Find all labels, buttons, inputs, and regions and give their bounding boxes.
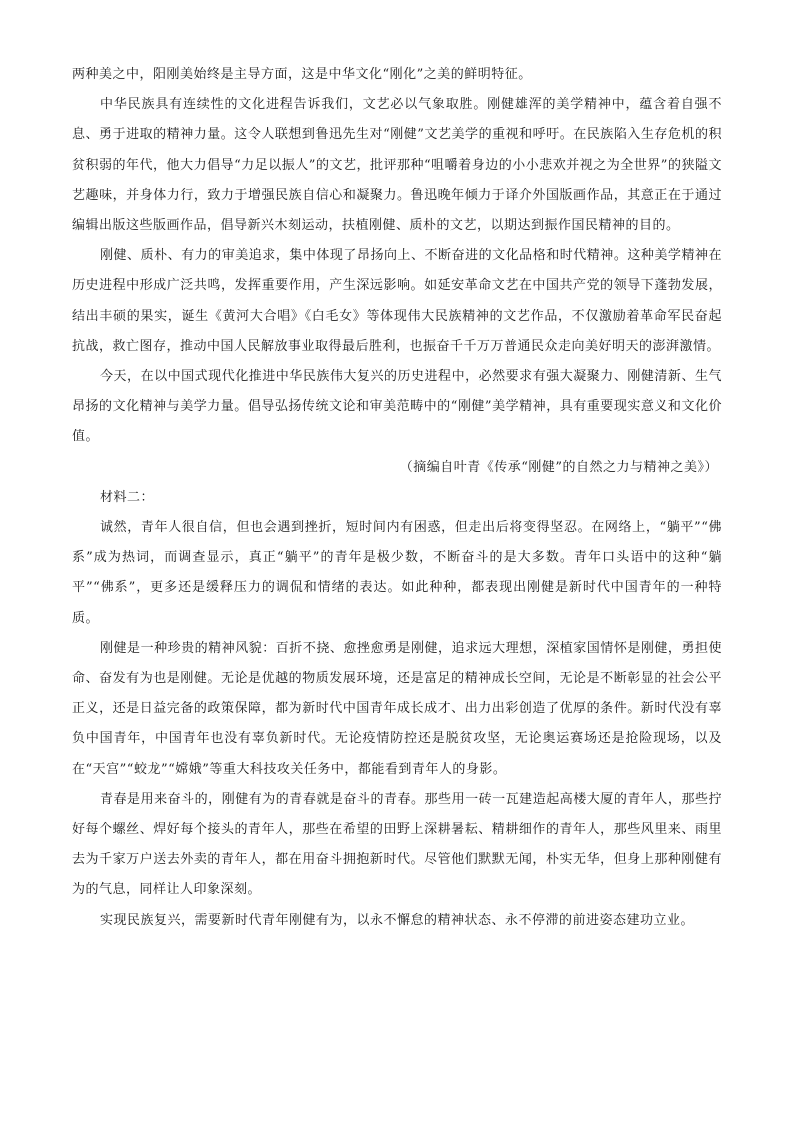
paragraph-3: 刚健、质朴、有力的审美追求，集中体现了昂扬向上、不断奋进的文化品格和时代精神。这种美学精神在历史进程中形成广泛共鸣，发挥重要作用，产生深远影响。如延安革命文艺在中国共产党的领导下蓬勃发展，结出丰硕的果实，诞生《黄河大合唱》《白毛女》等体现伟大民族精神的文艺作品，不仅激励着革命军民奋起抗战，救亡图存，推动中国人民解放事业取得最后胜利，也振奋千千万万普通民众走向美好明天的澎湃激情。 [72, 248, 722, 354]
paragraph-8: 实现民族复兴，需要新时代青年刚健有为，以永不懈怠的精神状态、永不停滞的前进姿态建功立业。 [100, 912, 695, 928]
document-page [72, 60, 722, 936]
material-two-label: 材料二： [100, 489, 155, 505]
paragraph-4: 今天，在以中国式现代化推进中华民族伟大复兴的历史进程中，必然要求有强大凝聚力、刚健清新、生气昂扬的文化精神与美学力量。倡导弘扬传统文论和审美范畴中的“刚健”美学精神，具有重要现实意义和文化价值。 [72, 369, 722, 445]
paragraph-2: 中华民族具有连续性的文化进程告诉我们，文艺必以气象取胜。刚健雄浑的美学精神中，蕴含着自强不息、勇于进取的精神力量。这令人联想到鲁迅先生对“刚健”文艺美学的重视和呼吁。在民族陷入生存危机的积贫积弱的年代，他大力倡导“力足以振人”的文艺，批评那种“咀嚼着身边的小小悲欢并视之为全世界”的狭隘文艺趣味，并身体力行，致力于增强民族自信心和凝聚力。鲁迅晚年倾力于译介外国版画作品，其意正在于通过编辑出版这些版画作品，倡导新兴木刻运动，扶植刚健、质朴的文艺，以期达到振作国民精神的目的。 [72, 97, 722, 234]
paragraph-1: 两种美之中，阳刚美始终是主导方面，这是中华文化“刚化”之美的鲜明特征。 [72, 67, 532, 82]
source-citation: （摘编自叶青《传承“刚健”的自然之力与精神之美》） [399, 459, 718, 475]
paragraph-6: 刚健是一种珍贵的精神风貌：百折不挠、愈挫愈勇是刚健，追求远大理想，深植家国情怀是刚健，勇担使命、奋发有为也是刚健。无论是优越的物质发展环境，还是富足的精神成长空间，无论是不断彰显的社会公平正义，还是日益完备的政策保障，都为新时代中国青年成长成才、出力出彩创造了优厚的条件。新时代没有辜负中国青年，中国青年也没有辜负新时代。无论疫情防控还是脱贫攻坚，无论奥运赛场还是抢险现场，以及在“天宫”“蛟龙”“嫦娥”等重大科技攻关任务中，都能看到青年人的身影。 [72, 640, 722, 777]
paragraph-5: 诚然，青年人很自信，但也会遇到挫折，短时间内有困惑，但走出后将变得坚忍。在网络上，“躺平”“佛系”成为热词，而调查显示，真正“躺平”的青年是极少数，不断奋斗的是大多数。青年口头语中的这种“躺平”“佛系”，更多还是缓释压力的调侃和情绪的表达。如此种种，都表现出刚健是新时代中国青年的一种特质。 [72, 520, 722, 626]
paragraph-7: 青春是用来奋斗的，刚健有为的青春就是奋斗的青春。那些用一砖一瓦建造起高楼大厦的青年人，那些拧好每个螺丝、焊好每个接头的青年人，那些在希望的田野上深耕暑耘、精耕细作的青年人，那些风里来、雨里去为千家万户送去外卖的青年人，都在用奋斗拥抱新时代。尽管他们默默无闻，朴实无华，但身上那种刚健有为的气息，同样让人印象深刻。 [72, 791, 722, 898]
